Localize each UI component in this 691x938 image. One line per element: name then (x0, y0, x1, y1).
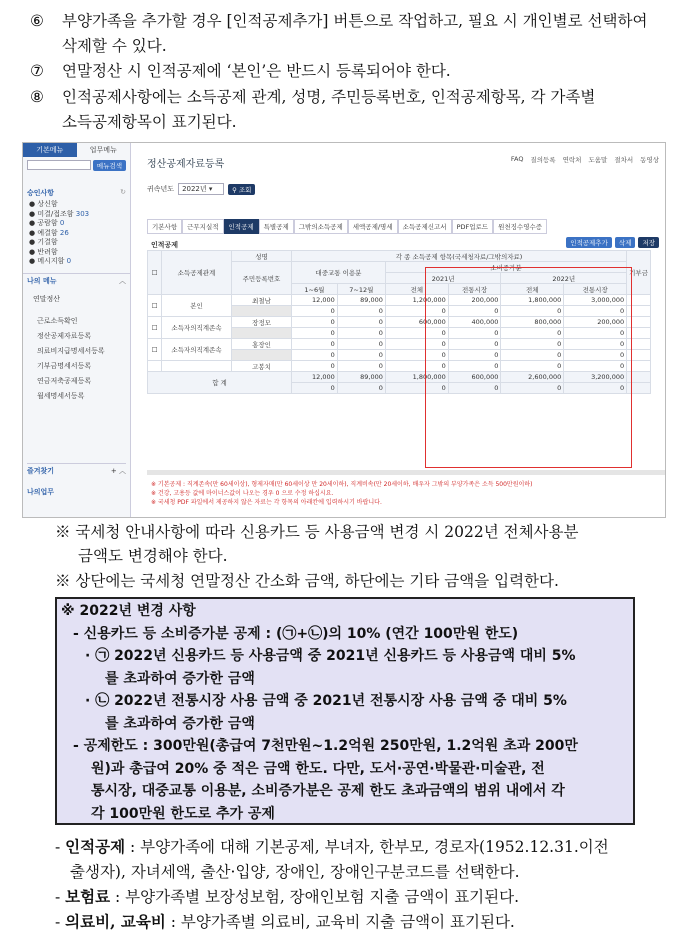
cell-value[interactable]: 0 (448, 350, 501, 361)
note-line: ※ 국세청 안내사항에 따라 신용카드 등 사용금액 변경 시 2022년 전체사용분 (55, 523, 579, 541)
my-work-title: 나의업무 (27, 488, 55, 496)
menu-item[interactable]: 근로소득확인 (37, 316, 78, 325)
tab-work-menu[interactable]: 업무메뉴 (89, 146, 117, 154)
cell-value[interactable]: 1,800,000 (501, 295, 564, 306)
change-box (55, 597, 635, 825)
refresh-icon[interactable]: ↻ (120, 188, 126, 196)
app-screenshot (22, 142, 666, 518)
row-checkbox[interactable]: ☐ (148, 295, 162, 317)
section-title: 인적공제 (151, 241, 179, 249)
cell-value[interactable]: 0 (501, 328, 564, 339)
cell-value[interactable]: 0 (292, 339, 338, 350)
col-market-2021: 전통시장 (448, 284, 501, 295)
bullet-medical: - 의료비, 교육비 : 부양가족별 의료비, 교육비 지출 금액이 표기된다. (55, 912, 515, 931)
col-transit-h1: 1~6월 (292, 284, 338, 295)
sum-value: 600,000 (448, 372, 501, 383)
cell-value[interactable]: 0 (385, 306, 448, 317)
cell-value[interactable]: 200,000 (564, 317, 627, 328)
year-select[interactable]: 2022년 ▾ (178, 183, 224, 195)
cell-value[interactable]: 0 (564, 328, 627, 339)
list-item[interactable]: ● 공람함 0 (29, 219, 65, 227)
box-title: ※ 2022년 변경 사항 (61, 603, 196, 619)
note-line: 금액도 변경해야 한다. (78, 547, 228, 565)
row-checkbox[interactable]: ☐ (148, 317, 162, 339)
tab-basic[interactable]: 기본사항 (147, 219, 182, 234)
my-menu-title: 나의 메뉴 (27, 276, 57, 285)
cell-relation: 본인 (162, 295, 232, 317)
sum-value: 0 (292, 383, 338, 394)
menu-item[interactable]: 월세명세서등록 (37, 391, 85, 400)
item-number: ⑦ (30, 62, 44, 80)
menu-search-button[interactable]: 메뉴검색 (93, 160, 126, 171)
masked-rrn (232, 306, 292, 317)
highlight-box (425, 267, 632, 468)
cell-value[interactable]: 0 (337, 306, 385, 317)
col-market-2022: 전통시장 (564, 284, 627, 295)
sum-value: 2,600,000 (501, 372, 564, 383)
list-item[interactable]: ● 반려함 (29, 247, 58, 256)
year-label: 귀속년도 (147, 185, 175, 193)
add-personal-button[interactable]: 인적공제추가 (566, 237, 612, 248)
tab-special[interactable]: 특별공제 (259, 219, 294, 234)
cell-value[interactable]: 0 (501, 361, 564, 372)
note: ※ 기본공제 : 직계존속(만 60세이상), 형제자매(만 60세이상 만 20세이하), 직계비속(만 20세이하, 배우자 그밖의 부양가족은 소득 500만원이하) (151, 481, 533, 488)
faq-link[interactable]: FAQ (510, 155, 524, 163)
main-panel (133, 143, 665, 517)
delete-button[interactable]: 삭제 (615, 237, 636, 248)
col-group: 각 종 소득공제 항목(국세청자료/그밖의자료) (292, 251, 627, 262)
cell-value[interactable]: 0 (385, 328, 448, 339)
approval-list (23, 200, 130, 267)
cell-value[interactable]: 0 (564, 350, 627, 361)
cell-value[interactable]: 0 (448, 361, 501, 372)
col-2021: 2021년 (385, 273, 500, 284)
tab-other-income[interactable]: 그밖의소득공제 (294, 219, 348, 234)
menu-list (23, 310, 130, 408)
item-text: 인적공제사항에는 소득공제 관계, 성명, 주민등록번호, 인적공제항목, 각 가족별 (62, 88, 596, 106)
tab-receipt[interactable]: 원천징수영수증 (493, 219, 547, 234)
box-line: 를 초과하여 증가한 금액 (105, 715, 255, 732)
col-relation: 소득공제관계 (162, 251, 232, 295)
item-number: ⑥ (30, 12, 44, 30)
box-line: · ㉠ 2022년 신용카드 등 사용금액 중 2021년 신용카드 등 사용금액 대비 5% (85, 648, 576, 664)
bullet-insurance: - 보험료 : 부양가족별 보장성보험, 장애인보험 지출 금액이 표기된다. (55, 887, 520, 906)
page-title: 정산공제자료등록 (147, 159, 225, 170)
save-button[interactable]: 저장 (638, 237, 659, 248)
menu-search-input[interactable] (27, 160, 91, 170)
cell-name: 홍장인 (232, 339, 292, 350)
favorites-title: 즐겨찾기 (27, 467, 55, 475)
chevron-up-icon[interactable]: ︿ (119, 276, 126, 285)
cell-value[interactable]: 0 (448, 328, 501, 339)
masked-rrn (232, 350, 292, 361)
cell-value[interactable]: 0 (501, 350, 564, 361)
sum-value: 0 (385, 383, 448, 394)
menu-group[interactable]: 연말정산 (33, 294, 61, 303)
menu-item[interactable]: 의료비지급명세서등록 (37, 346, 105, 355)
sum-value: 12,000 (292, 372, 338, 383)
masked-rrn (232, 328, 292, 339)
cell-value[interactable]: 400,000 (448, 317, 501, 328)
cell-value[interactable]: 200,000 (448, 295, 501, 306)
item-text: 부양가족을 추가할 경우 [인적공제추가] 버튼으로 작업하고, 필요 시 개인별로 선택하여 (62, 12, 648, 30)
cell-value[interactable]: 89,000 (337, 295, 385, 306)
box-line: 통시장, 대중교통 이용분, 소비증가분은 공제 한도 초과금액의 범위 내에서 각 (91, 783, 565, 799)
cell-value[interactable]: 0 (292, 350, 338, 361)
box-line: - 공제한도 : 300만원(총급여 7천만원~1.2억원 250만원, 1.2억원 초과 200만 (73, 738, 578, 754)
cell-value[interactable]: 0 (337, 350, 385, 361)
item-text: 연말정산 시 인적공제에 ‘본인’은 반드시 등록되어야 한다. (62, 62, 451, 80)
col-rrn: 주민등록번호 (232, 262, 292, 295)
box-line: 를 초과하여 증가한 금액 (105, 670, 255, 687)
col-total-2022: 전체 (501, 284, 564, 295)
menu-item[interactable]: 정산공제자료등록 (37, 331, 92, 340)
list-item[interactable]: ● 미결/접조함 303 (29, 209, 90, 218)
sum-value: 89,000 (337, 372, 385, 383)
cell-value[interactable]: 1,200,000 (385, 295, 448, 306)
tab-tax-credit[interactable]: 세액공제/명세 (348, 219, 398, 234)
note-line: ※ 상단에는 국세청 연말정산 간소화 금액, 하단에는 기타 금액을 입력한다. (55, 572, 559, 590)
sum-value: 1,800,000 (385, 372, 448, 383)
box-line: 각 100만원 한도로 추가 공제 (91, 805, 275, 822)
row-checkbox[interactable]: ☐ (148, 339, 162, 361)
list-item[interactable]: ● 상신함 (29, 200, 58, 208)
cell-relation: 소득자의직계존속 (162, 339, 232, 361)
sum-value: 0 (501, 383, 564, 394)
menu-item[interactable]: 기부금명세서등록 (37, 361, 92, 370)
cell-value[interactable]: 0 (385, 350, 448, 361)
add-icon[interactable]: + ︿ (110, 467, 126, 475)
cell-value[interactable]: 0 (337, 328, 385, 339)
cell-value[interactable]: 0 (448, 339, 501, 350)
cell-relation: 소득자의직계존속 (162, 317, 232, 339)
question-link[interactable]: 질의등록 (530, 156, 556, 164)
cell-value[interactable]: 0 (337, 339, 385, 350)
list-item[interactable]: ● 예결함 26 (29, 228, 69, 237)
tab-personal[interactable]: 인적공제 (224, 219, 259, 234)
cell-value[interactable]: 800,000 (501, 317, 564, 328)
cell-value[interactable]: 0 (292, 306, 338, 317)
cell-value[interactable]: 0 (448, 306, 501, 317)
col-donation: 기부금 (627, 251, 651, 295)
cell-value[interactable]: 0 (385, 339, 448, 350)
tab-basic-menu[interactable]: 기본메뉴 (23, 143, 77, 157)
notes-area (151, 480, 532, 507)
sum-value: 3,200,000 (564, 372, 627, 383)
item-text: 소득공제항목이 표기된다. (62, 113, 237, 131)
cell-value[interactable]: 3,000,000 (564, 295, 627, 306)
cell-value[interactable]: 0 (564, 339, 627, 350)
select-all-checkbox[interactable]: ☐ (148, 251, 162, 295)
cell-value[interactable]: 0 (501, 306, 564, 317)
search-button[interactable]: ⚲ 조회 (228, 184, 255, 195)
cell-value[interactable]: 0 (292, 361, 338, 372)
help-link[interactable]: 도움말 (588, 156, 608, 164)
list-item[interactable]: ● 기결함 (29, 238, 58, 246)
cell-value[interactable]: 600,000 (385, 317, 448, 328)
procedure-link[interactable]: 절차서 (614, 156, 634, 164)
cell-value[interactable]: 0 (292, 328, 338, 339)
sum-label: 합 계 (148, 372, 292, 394)
tab-pdf[interactable]: PDF업로드 (452, 219, 494, 234)
col-name: 성명 (232, 251, 292, 262)
cell-value[interactable]: 0 (385, 361, 448, 372)
col-2022: 2022년 (501, 273, 627, 284)
search-icon: ⚲ (232, 185, 237, 194)
contact-link[interactable]: 연락처 (562, 156, 582, 164)
sum-value: 0 (564, 383, 627, 394)
item-number: ⑧ (30, 88, 44, 106)
box-line: - 신용카드 등 소비증가분 공제 : (㉠+㉡)의 10% (연간 100만원 한도) (73, 625, 519, 642)
bullet-personal: - 인적공제 : 부양가족에 대해 기본공제, 부녀자, 한부모, 경로자(1952.12.31.이전 (55, 837, 609, 856)
col-transit-h2: 7~12월 (337, 284, 385, 295)
list-item[interactable]: ● 메시지함 0 (29, 257, 72, 265)
box-line: · ㉡ 2022년 전통시장 사용 금액 중 2021년 전통시장 사용 금액 중 대비 5% (85, 693, 567, 709)
col-transit: 대중교통 이용분 (292, 262, 386, 284)
tab-workplace[interactable]: 근무지실적 (182, 219, 223, 234)
cell-value[interactable]: 0 (564, 306, 627, 317)
cell-value[interactable]: 0 (337, 361, 385, 372)
cell-value[interactable]: 12,000 (292, 295, 338, 306)
tab-bar (147, 219, 547, 234)
bullet-personal-cont: 출생자), 자녀세액, 출산·입양, 장애인, 장애인구분코드를 선택한다. (70, 863, 520, 881)
cell-name: 고봉치 (232, 361, 292, 372)
menu-item[interactable]: 연금저축공제등록 (37, 376, 92, 385)
video-link[interactable]: 동영상 (640, 156, 659, 164)
approval-title: 승인사항 (27, 189, 55, 197)
cell-value[interactable]: 0 (337, 317, 385, 328)
col-total-2021: 전체 (385, 284, 448, 295)
cell-value[interactable]: 0 (501, 339, 564, 350)
sum-value: 0 (448, 383, 501, 394)
item-text: 삭제할 수 있다. (62, 37, 167, 55)
sum-value: 0 (337, 383, 385, 394)
cell-value[interactable]: 0 (564, 361, 627, 372)
cell-name: 최철남 (232, 295, 292, 306)
box-line: 원)과 총급여 20% 중 적은 금액 한도. 다만, 도서·공연·박물관·미술관, 전 (91, 760, 545, 777)
note: ※ 건강, 고용등 값에 마이너스값이 나오는 경우 0 으로 수정 하십시요. (151, 490, 334, 497)
cell-name: 장정모 (232, 317, 292, 328)
sidebar (23, 143, 131, 518)
note: ※ 국세청 PDF 파일에서 제공하지 않은 자료는 각 항목의 아래칸에 입력하시기 바랍니다. (151, 499, 382, 506)
horizontal-scrollbar[interactable] (147, 470, 665, 475)
col-consume: 소비증가분 (385, 262, 626, 273)
header-links (511, 155, 659, 164)
tab-report[interactable]: 소득공제신고서 (398, 219, 452, 234)
cell-value[interactable]: 0 (292, 317, 338, 328)
